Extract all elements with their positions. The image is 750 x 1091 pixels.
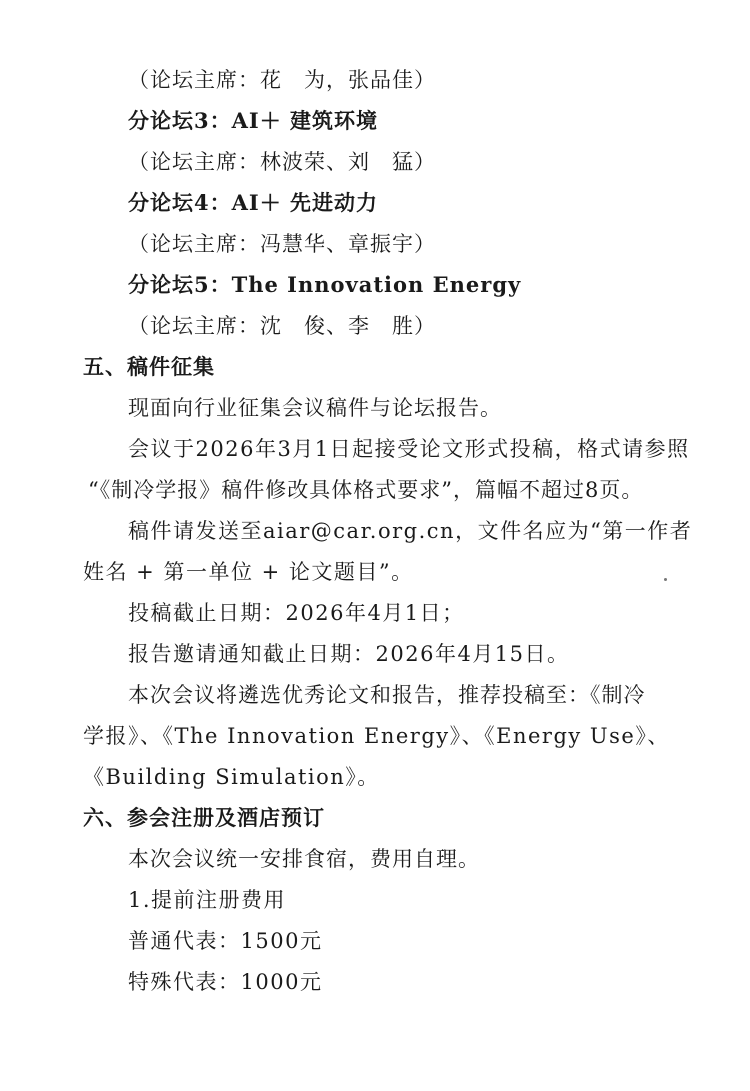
regular-fee: 普通代表：1500元 (128, 929, 323, 953)
submission-start: 会议于2026年3月1日起接受论文形式投稿，格式请参照 (128, 437, 690, 461)
recommendation: 本次会议将遴选优秀论文和报告，推荐投稿至：《制冷 (128, 683, 646, 707)
forum3-title: 分论坛3：AI＋ 建筑环境 (128, 108, 379, 133)
journal-list-2: 《Building Simulation》。 (83, 765, 380, 789)
file-naming: 姓名 + 第一单位 + 论文题目”。 (83, 560, 414, 584)
format-requirement: “《制冷学报》稿件修改具体格式要求”，篇幅不超过8页。 (88, 478, 644, 502)
section-five-heading: 五、稿件征集 (83, 355, 215, 379)
special-fee: 特殊代表：1000元 (128, 970, 323, 994)
report-deadline: 报告邀请通知截止日期：2026年4月15日。 (128, 642, 570, 666)
forum2-chairs: （论坛主席：花 为，张品佳） (128, 68, 436, 92)
section-six-heading: 六、参会注册及酒店预订 (83, 806, 325, 830)
submission-deadline: 投稿截止日期：2026年4月1日； (128, 601, 465, 625)
forum3-chairs: （论坛主席：林波荣、刘 猛） (128, 150, 436, 174)
scan-speck (664, 578, 667, 581)
submission-email: 稿件请发送至aiar@car.org.cn，文件名应为“第一作者 (128, 519, 693, 543)
journal-list-1: 学报》、《The Innovation Energy》、《Energy Use》、 (83, 724, 670, 748)
forum5-title: 分论坛5：The Innovation Energy (128, 272, 522, 297)
forum5-chairs: （论坛主席：沈 俊、李 胜） (128, 314, 436, 338)
forum4-chairs: （论坛主席：冯慧华、章振宇） (128, 232, 436, 256)
forum4-title: 分论坛4：AI＋ 先进动力 (128, 190, 379, 215)
early-registration-heading: 1.提前注册费用 (128, 888, 287, 912)
call-intro: 现面向行业征集会议稿件与论坛报告。 (128, 396, 502, 420)
accommodation-note: 本次会议统一安排食宿，费用自理。 (128, 847, 480, 871)
